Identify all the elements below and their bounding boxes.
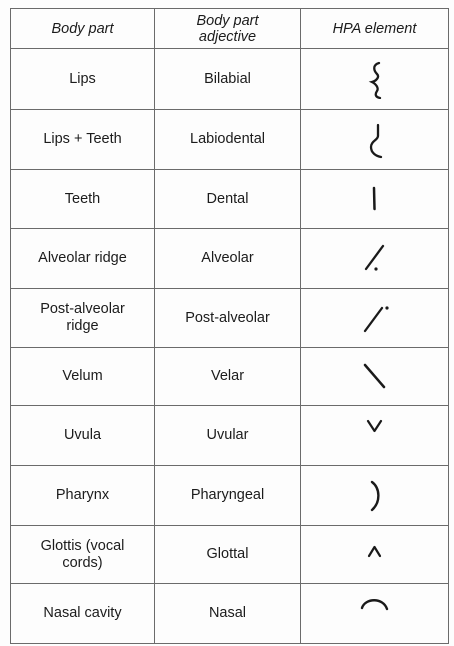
body-part-cell: Velum [11,348,155,406]
adjective-cell: Post-alveolar [155,289,301,348]
caret-icon [355,535,395,575]
vertical-bar-icon [355,179,395,219]
body-part-cell: Post-alveolar ridge [11,289,155,348]
hpa-element-cell [301,348,449,406]
table-row [11,466,449,526]
slash-dot-above-icon [355,298,395,338]
header-row [11,9,449,49]
body-part-cell: Lips [11,49,155,110]
hpa-element-cell [301,170,449,229]
hpa-element-cell [301,229,449,289]
table-row [11,170,449,229]
hpa-element-cell [301,110,449,170]
arch-icon [355,594,395,634]
adjective-cell: Bilabial [155,49,301,110]
hpa-element-cell [301,289,449,348]
table-row [11,49,449,110]
body-part-cell: Uvula [11,406,155,466]
hooked-stroke-icon [355,120,395,160]
hpa-element-cell [301,406,449,466]
body-part-cell: Pharynx [11,466,155,526]
header-body-part: Body part [11,9,155,49]
body-part-cell: Nasal cavity [11,584,155,644]
table-row [11,584,449,644]
slash-dot-below-icon [355,239,395,279]
table-row [11,229,449,289]
v-mark-icon [355,416,395,456]
table-row [11,526,449,584]
adjective-cell: Pharyngeal [155,466,301,526]
hpa-element-cell [301,466,449,526]
table-row [11,348,449,406]
body-part-cell: Alveolar ridge [11,229,155,289]
body-part-cell: Glottis (vocal cords) [11,526,155,584]
table-row [11,406,449,466]
backslash-icon [355,357,395,397]
adjective-cell: Glottal [155,526,301,584]
adjective-cell: Velar [155,348,301,406]
adjective-cell: Labiodental [155,110,301,170]
body-part-cell: Teeth [11,170,155,229]
curly-brace-icon [355,59,395,99]
adjective-cell: Nasal [155,584,301,644]
hpa-element-cell [301,526,449,584]
adjective-cell: Alveolar [155,229,301,289]
right-paren-icon [355,476,395,516]
table-row [11,110,449,170]
hpa-element-cell [301,584,449,644]
adjective-cell: Uvular [155,406,301,466]
table-row [11,289,449,348]
header-adjective: Body part adjective [155,9,301,49]
hpa-table [10,8,449,644]
adjective-cell: Dental [155,170,301,229]
body-part-cell: Lips + Teeth [11,110,155,170]
header-hpa-element: HPA element [301,9,449,49]
hpa-element-cell [301,49,449,110]
